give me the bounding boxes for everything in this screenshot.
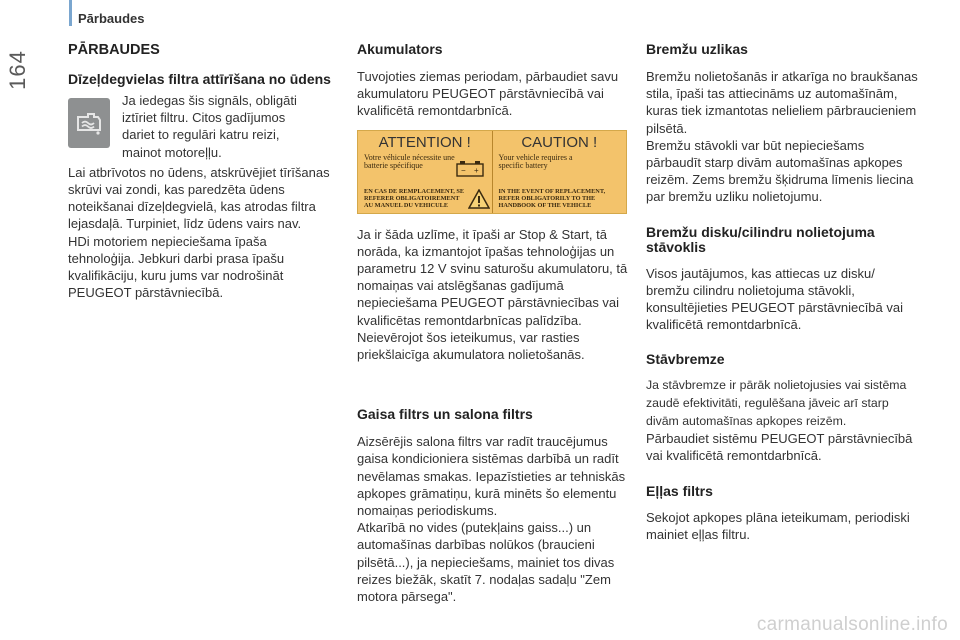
- battery-warning-label: [357, 130, 627, 214]
- page-title: PĀRBAUDES: [68, 42, 160, 58]
- warning-triangle-icon: [468, 189, 490, 209]
- battery-heading: Akumulators: [357, 41, 443, 57]
- battery-icon: [455, 160, 487, 178]
- header-accent-bar: [69, 0, 72, 26]
- label-english: [492, 131, 627, 213]
- label-right-text: Your vehicle requires a specific battery: [498, 152, 573, 171]
- warning-notice-text: Ja iedegas šis signāls, obligāti iztīriet filtru. Citos gadījumos dariet to regulāri katru reizi, mainot motoreļļu.: [122, 93, 297, 160]
- label-french: [358, 131, 492, 213]
- air-filter-text: Aizsērējis salona filtrs var radīt traucējumus gaisa kondicioniera sistēmas darbībā un radīt nevēlamas smakas. Iepazīstieties ar tehniskās apkopes grāmatiņu, kurā minēts šo elementu nomaiņas periodiskums.: [357, 434, 626, 519]
- warning-notice: [68, 92, 333, 161]
- label-left-title: ATTENTION !: [378, 133, 471, 151]
- fuel-filter-warning-icon: [68, 98, 110, 148]
- brake-pads-text: Bremžu nolietošanās ir atkarīga no braukšanas stila, īpaši tas attiecināms uz automašīnām, kuras tiek izmantotas nelieliem pārbraucieniem pilsētā.: [646, 69, 918, 136]
- parking-brake-text: Ja stāvbremze ir pārāk nolietojusies vai sistēma zaudē efektivitāti, regulēšana jāveic arī starp divām automašīnas apkopes reizēm.: [646, 378, 907, 428]
- diesel-filter-heading: Dīzeļdegvielas filtra attīrīšana no ūdens: [68, 71, 331, 87]
- page-number: 164: [5, 50, 30, 90]
- parking-brake-text-2: Pārbaudiet sistēmu PEUGEOT pārstāvniecībā vai kvalificētā remontdarbnīcā.: [646, 431, 913, 464]
- label-left-strong: EN CAS DE REMPLACEMENT, SE REFERER OBLIGATOIREMENT AU MANUEL DU VEHICULE: [364, 188, 465, 209]
- brake-discs-heading: Bremžu disku/cilindru nolietojuma stāvoklis: [646, 223, 875, 255]
- label-right-strong: IN THE EVENT OF REPLACEMENT, REFER OBLIGATORILY TO THE HANDBOOK OF THE VEHICLE: [498, 188, 606, 209]
- watermark: carmanualsonline.info: [756, 614, 948, 635]
- column-middle: [357, 42, 629, 605]
- brake-discs-text: Visos jautājumos, kas attiecas uz disku/ bremžu cilindru nolietojuma stāvokli, konsultējieties PEUGEOT pārstāvniecībā vai kvalificētā remontdarbnīcā.: [646, 265, 903, 333]
- diesel-filter-text: Lai atbrīvotos no ūdens, atskrūvējiet tīrīšanas skrūvi vai zondi, kas paredzēta ūdens noteikšanai dīzeļdegvielā, kas atrodas filtra lejasdaļā. Turpiniet, līdz ūdens vairs nav.: [68, 164, 330, 232]
- label-right-title: CAUTION !: [521, 133, 598, 151]
- battery-text: Tuvojoties ziemas periodam, pārbaudiet savu akumulatoru PEUGEOT pārstāvniecībā vai kvalificētā remontdarbnīcā.: [357, 69, 619, 119]
- oil-filter-text: Sekojot apkopes plāna ieteikumam, periodiski mainiet eļļas filtru.: [646, 509, 910, 542]
- brake-pads-text-2: Bremžu stāvokli var būt nepieciešams pārbaudīt starp divām automašīnas apkopes reizēm. Zems bremžu šķidruma līmenis liecina par bremžu uzliku nolietojumu.: [646, 137, 914, 205]
- battery-text-2: Ja ir šāda uzlīme, it īpaši ar Stop & Start, tā norāda, ka izmantojot īpašas tehnoloģijas un parametru 12 V svinu saturošu akumulatoru, tā nomaiņas vai atslēgšanas gadījumā nepieciešama PEUGEOT pārstāvniecības vai kvalificētas remontdarbnīcas palīdzība. Neievērojot šos ieteikumus, var rasties priekšlaicīga akumulatora nolietošanās.: [357, 226, 628, 363]
- column-left: [68, 42, 333, 301]
- section-title: Pārbaudes: [78, 11, 145, 26]
- label-left-text: Votre véhicule nécessite une batterie spécifique: [364, 152, 455, 171]
- brake-pads-heading: Bremžu uzlikas: [646, 41, 748, 57]
- air-filter-heading: Gaisa filtrs un salona filtrs: [357, 406, 533, 423]
- oil-filter-heading: Eļļas filtrs: [646, 482, 713, 499]
- svg-text:+: +: [474, 165, 479, 175]
- parking-brake-heading: Stāvbremze: [646, 351, 725, 368]
- svg-text:−: −: [461, 165, 466, 175]
- air-filter-text-2: Atkarībā no vides (putekļains gaiss...) un automašīnas darbības nolūkos (braucieni pilsētā...), ja nepieciešams, mainiet tos divas reizes biežāk, skatīt 7. nodaļas sadaļu "Zem motora pārsega".: [357, 520, 615, 605]
- diesel-filter-text-2: HDi motoriem nepieciešama īpaša tehnoloģija. Jebkuri darbi prasa īpašu kvalifikāciju, kuru jums var nodrošināt PEUGEOT pārstāvniecībā.: [68, 233, 285, 301]
- column-right: [646, 42, 918, 543]
